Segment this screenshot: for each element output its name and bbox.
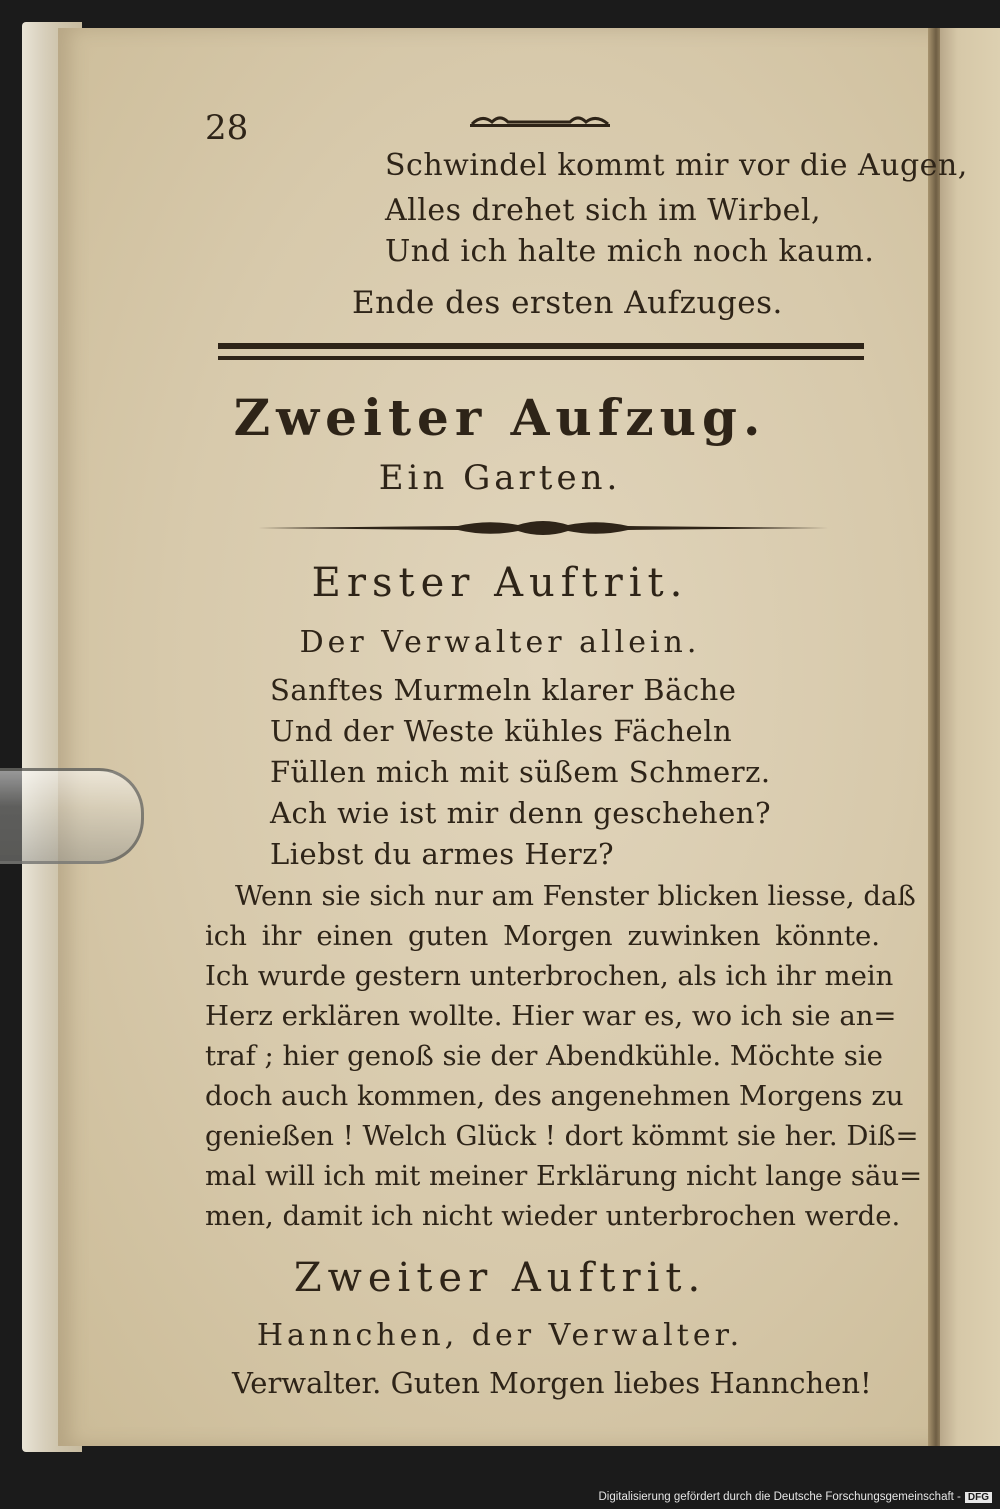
prose-line: ich ihr einen guten Morgen zuwinken könnte. [205, 920, 880, 952]
scene-title: Zweiter Auftrit. [293, 1255, 707, 1301]
page-clip [0, 768, 144, 864]
verse-line: Sanftes Murmeln klarer Bäche [270, 673, 737, 707]
ornament-divider [258, 515, 828, 541]
prose-line: men, damit ich nicht wieder unterbrochen werde. [205, 1200, 901, 1232]
verse-line: Füllen mich mit süßem Schmerz. [270, 755, 771, 789]
scene-cast: Hannchen, der Verwalter. [256, 1318, 744, 1353]
act-end-note: Ende des ersten Aufzuges. [352, 285, 783, 321]
dialogue-line: Verwalter. Guten Morgen liebes Hannchen! [232, 1366, 872, 1400]
prose-block [205, 876, 923, 1236]
prose-line: traf ; hier genoß sie der Abendkühle. Möchte sie [205, 1040, 883, 1072]
double-rule-bottom [218, 356, 864, 360]
act-setting: Ein Garten. [378, 458, 622, 498]
footer-text: Digitalisierung gefördert durch die Deutsche Forschungsgemeinschaft - [598, 1491, 961, 1503]
dfg-logo: DFG [965, 1492, 992, 1503]
verse-line: Und der Weste kühles Fächeln [270, 714, 733, 748]
next-page-edge [940, 28, 1000, 1446]
verse-line: Schwindel kommt mir vor die Augen, [385, 148, 968, 183]
verse-line: Ach wie ist mir denn geschehen? [270, 796, 771, 830]
verse-line: Und ich halte mich noch kaum. [385, 234, 875, 269]
scene-title: Erster Auftrit. [311, 560, 689, 606]
page-number: 28 [205, 108, 249, 148]
prose-line: Herz erklären wollte. Hier war es, wo ich sie an= [205, 1000, 897, 1032]
act-title: Zweiter Aufzug. [233, 388, 767, 447]
prose-line: Wenn sie sich nur am Fenster blicken liesse, daß [235, 880, 916, 912]
double-rule-top [218, 343, 864, 349]
prose-line: Ich wurde gestern unterbrochen, als ich ihr mein [205, 960, 894, 992]
scene-cast: Der Verwalter allein. [299, 625, 701, 660]
ornament-top [470, 110, 610, 130]
verse-line: Alles drehet sich im Wirbel, [385, 193, 822, 228]
prose-line: mal will ich mit meiner Erklärung nicht lange säu= [205, 1160, 923, 1192]
prose-line: doch auch kommen, des angenehmen Morgens zu [205, 1080, 904, 1112]
footer-credit [598, 1491, 992, 1503]
prose-line: genießen ! Welch Glück ! dort kömmt sie her. Diß= [205, 1120, 919, 1152]
verse-line: Liebst du armes Herz? [270, 837, 615, 871]
